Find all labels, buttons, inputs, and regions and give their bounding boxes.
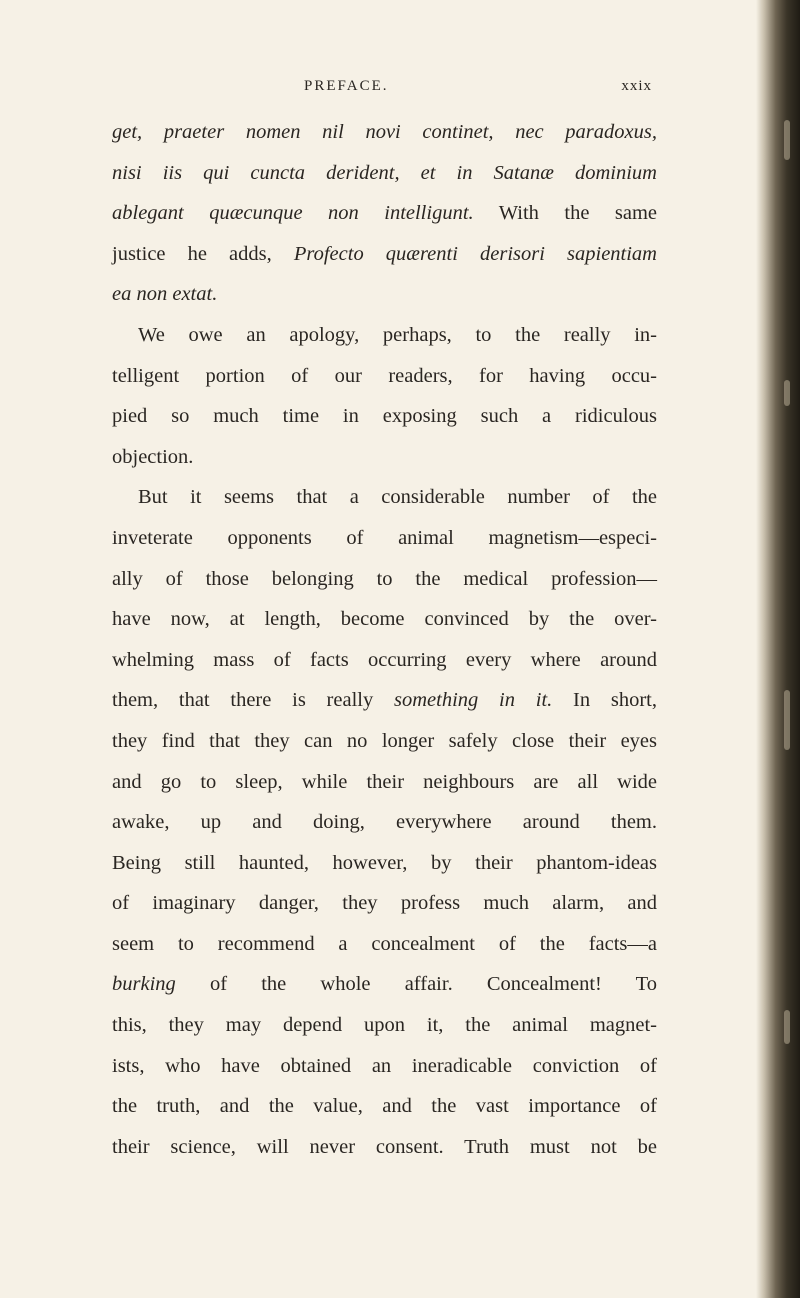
- text-run: of imaginary danger, they profess much alarm, and: [112, 892, 657, 915]
- text-line: [112, 559, 657, 600]
- italic-text: Profecto quærenti derisori sapientiam: [293, 242, 657, 265]
- text-run: With the same: [473, 202, 658, 225]
- text-run: them, that there is really: [112, 689, 394, 712]
- text-line: [112, 762, 657, 803]
- body-text: [112, 112, 657, 1167]
- text-run: We owe an apology, perhaps, to the really in-: [138, 323, 657, 346]
- text-line: [112, 1046, 657, 1087]
- text-run: this, they may depend upon it, the animal magnet-: [112, 1014, 657, 1037]
- text-line: [112, 1127, 657, 1168]
- text-line: [112, 599, 657, 640]
- italic-text: ablegant quæcunque non intelligunt.: [112, 202, 474, 225]
- italic-text: burking: [112, 973, 176, 996]
- italic-text: something in it.: [394, 689, 553, 712]
- text-run: Being still haunted, however, by their phantom-ideas: [112, 851, 657, 874]
- page-number: xxix: [621, 78, 652, 94]
- text-line: [112, 883, 657, 924]
- text-line: [112, 112, 657, 153]
- text-line: [112, 274, 657, 315]
- text-line: [112, 193, 657, 234]
- text-line: [112, 153, 657, 194]
- text-line: [112, 964, 657, 1005]
- text-run: have now, at length, become convinced by the over-: [112, 608, 657, 631]
- text-run: awake, up and doing, everywhere around them.: [112, 811, 657, 834]
- text-run: whelming mass of facts occurring every where around: [112, 648, 657, 671]
- text-line: [112, 640, 657, 681]
- text-run: inveterate opponents of animal magnetism—especi-: [112, 526, 657, 549]
- text-run: ally of those belonging to the medical profession—: [112, 567, 657, 590]
- text-line: [112, 924, 657, 965]
- text-run: and go to sleep, while their neighbours are all wide: [112, 770, 657, 793]
- text-run: In short,: [552, 689, 657, 712]
- text-line: [112, 315, 657, 356]
- text-run: But it seems that a considerable number of the: [138, 486, 657, 509]
- text-line: [112, 356, 657, 397]
- italic-text: nisi iis qui cuncta derident, et in Satanæ dominium: [112, 161, 657, 184]
- text-run: objection.: [112, 445, 194, 468]
- text-line: [112, 234, 657, 275]
- italic-text: get, praeter nomen nil novi continet, nec paradoxus,: [112, 121, 657, 143]
- text-run: of the whole affair. Concealment! To: [175, 973, 657, 996]
- text-run: justice he adds,: [112, 242, 294, 265]
- text-line: [112, 802, 657, 843]
- running-title: PREFACE.: [304, 78, 389, 94]
- text-run: they find that they can no longer safely close their eyes: [112, 729, 657, 752]
- text-line: [112, 680, 657, 721]
- text-line: [112, 843, 657, 884]
- text-line: [112, 396, 657, 437]
- text-line: [112, 1005, 657, 1046]
- text-line: [112, 1086, 657, 1127]
- text-run: pied so much time in exposing such a ridiculous: [112, 405, 657, 428]
- text-line: [112, 437, 657, 478]
- text-run: the truth, and the value, and the vast importance of: [112, 1095, 657, 1118]
- italic-text: ea non extat.: [112, 283, 218, 306]
- text-run: seem to recommend a concealment of the facts—a: [112, 932, 657, 955]
- text-line: [112, 518, 657, 559]
- text-run: their science, will never consent. Truth must not be: [112, 1135, 657, 1158]
- running-header: [112, 78, 652, 102]
- text-line: [112, 721, 657, 762]
- book-spine-edge: [756, 0, 800, 1298]
- text-run: telligent portion of our readers, for having occu-: [112, 364, 657, 387]
- text-line: [112, 477, 657, 518]
- text-run: ists, who have obtained an ineradicable conviction of: [112, 1054, 657, 1077]
